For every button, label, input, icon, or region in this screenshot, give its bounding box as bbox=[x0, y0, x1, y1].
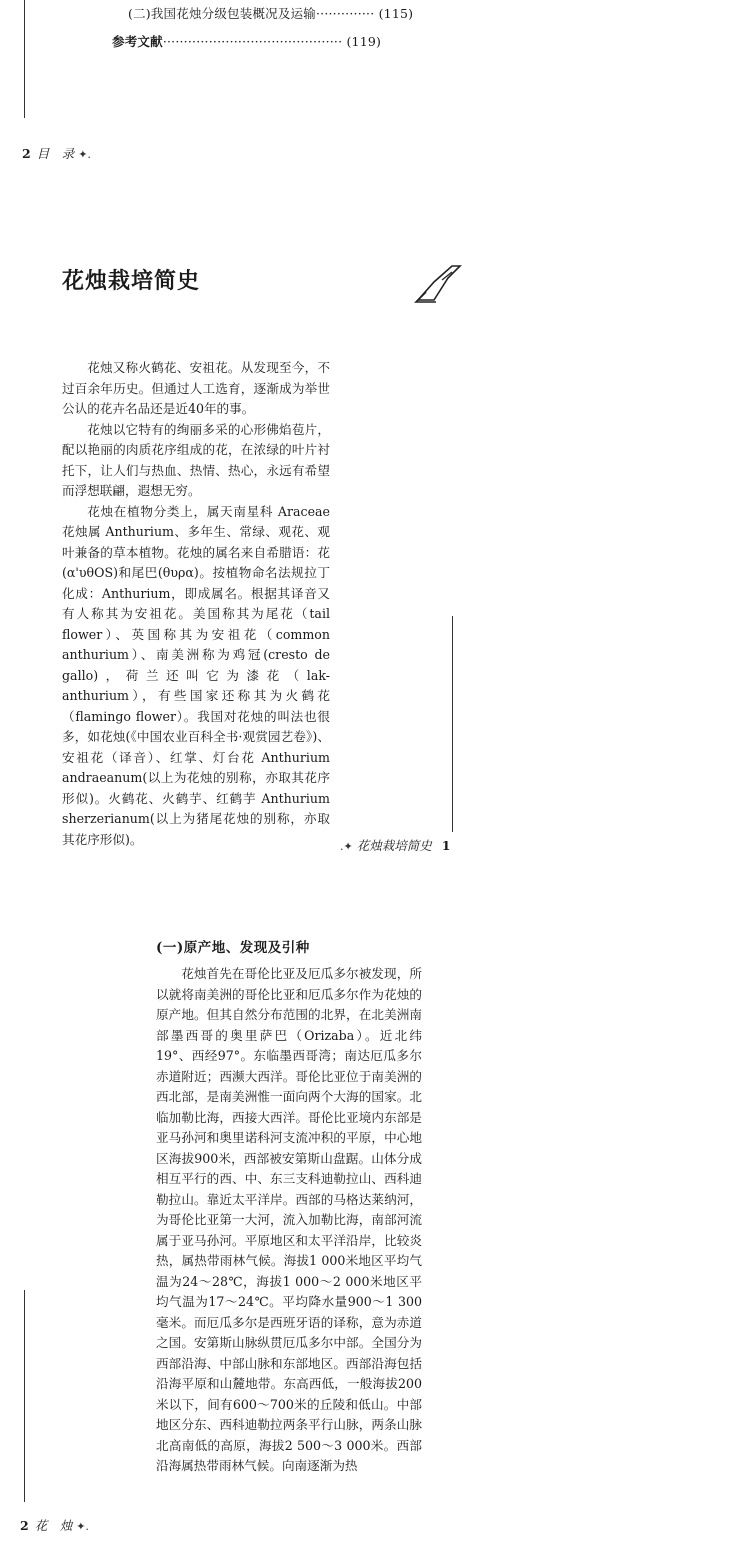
toc-entry: (二)我国花烛分级包装概况及运输·············· (115) bbox=[128, 6, 414, 21]
section-heading: (一)原产地、发现及引种 bbox=[156, 940, 310, 956]
chapter-number-icon bbox=[412, 262, 466, 304]
bird-ornament-icon: .✦ bbox=[340, 840, 353, 853]
bird-ornament-icon: ✦. bbox=[76, 1520, 89, 1533]
toc-entry: 参考文献··········································· (119) bbox=[112, 34, 382, 49]
bird-ornament-icon: ✦. bbox=[78, 148, 91, 161]
margin-rule bbox=[452, 616, 453, 832]
margin-rule bbox=[24, 0, 25, 118]
margin-rule bbox=[24, 1290, 25, 1502]
running-header: 2 目 录 ✦. bbox=[22, 146, 91, 161]
running-footer: .✦ 花烛栽培简史 1 bbox=[340, 838, 451, 853]
chapter-title: 花烛栽培简史 bbox=[62, 269, 201, 294]
chapter-intro: 花烛又称火鹤花、安祖花。从发现至今，不过百余年历史。但通过人工选育，逐渐成为举世公认的花卉名品还是近40年的事。 花烛以它特有的绚丽多采的心形佛焰苞片，配以艳丽的肉质花序组成的花，在浓绿的叶片衬托下，让人们与热血、热情、热心，永远有希望而浮想联翩，遐想无穷。 花烛在植物分类上，属天南星科 Araceae 花烛属 Anthurium、多年生、常绿、观花、观叶兼备的草本植物。花烛的属名来自希腊语：花(α'υθOS)和尾巴(θυρα)。按植物命名法规拉丁化成：Anthurium，即成属名。根据其译音又有人称其为安祖花。美国称其为尾花（tail flower）、英国称其为安祖花（common anthurium）、南美洲称为鸡冠(cresto de gallo)，荷兰还叫它为漆花（lak-anthurium），有些国家还称其为火鹤花（flamingo flower）。我国对花烛的叫法也很多，如花烛(《中国农业百科全书·观赏园艺卷》)、安祖花（译音）、红掌、灯台花 Anthurium andraeanum(以上为花烛的别称，亦取其花序形似)。火鹤花、火鹤芋、红鹤芋 Anthurium sherzerianum(以上为猪尾花烛的别称，亦取其花序形似)。 bbox=[62, 360, 330, 847]
running-footer: 2 花 烛 ✦. bbox=[20, 1518, 89, 1533]
section-body: 花烛首先在哥伦比亚及厄瓜多尔被发现，所以就将南美洲的哥伦比亚和厄瓜多尔作为花烛的原产地。但其自然分布范围的北界，在北美洲南部墨西哥的奥里萨巴（Orizaba）。近北纬19°、西经97°。东临墨西哥湾；南达厄瓜多尔赤道附近；西濒大西洋。哥伦比亚位于南美洲的西北部，是南美洲惟一面向两个大海的国家。北临加勒比海，西接大西洋。哥伦比亚境内东部是亚马孙河和奥里诺科河支流冲积的平原，中心地区海拔900米，西部被安第斯山盘踞。山体分成相互平行的西、中、东三支科迪勒拉山、西科迪勒拉山。靠近太平洋岸。西部的马格达莱纳河，为哥伦比亚第一大河，流入加勒比海，南部河流属于亚马孙河。平原地区和太平洋沿岸，比较炎热，属热带雨林气候。海拔1 000米地区平均气温为24～28℃，海拔1 000～2 000米地区平均气温为17～24℃。平均降水量900～1 300毫米。而厄瓜多尔是西班牙语的译称，意为赤道之国。安第斯山脉纵贯厄瓜多尔中部。全国分为西部沿海、中部山脉和东部地区。西部沿海包括沿海平原和山麓地带。东高西低，一般海拔200米以下，间有600～700米的丘陵和低山。中部地区分东、西科迪勒拉两条平行山脉，两条山脉北高南低的高原，海拔2 500～3 000米。西部沿海属热带雨林气候。向南逐渐为热 bbox=[156, 966, 422, 1473]
